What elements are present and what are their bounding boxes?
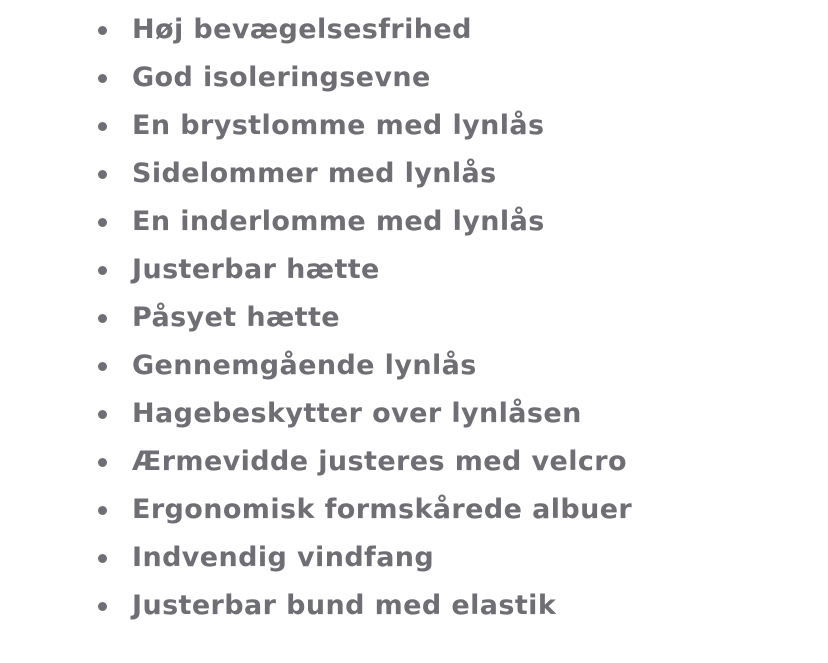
list-item xyxy=(0,250,828,290)
list-item xyxy=(0,538,828,578)
list-item xyxy=(0,58,828,98)
feature-label: Ergonomisk formskårede albuer xyxy=(132,494,633,525)
feature-label: Påsyet hætte xyxy=(132,302,341,333)
list-item xyxy=(0,442,828,482)
bullet-icon xyxy=(98,122,107,131)
feature-label: Gennemgående lynlås xyxy=(132,350,477,381)
list-item xyxy=(0,154,828,194)
bullet-icon xyxy=(98,74,107,83)
feature-label: Justerbar bund med elastik xyxy=(132,590,557,621)
bullet-icon xyxy=(98,218,107,227)
list-item xyxy=(0,106,828,146)
feature-label: Justerbar hætte xyxy=(132,254,380,285)
feature-label: Indvendig vindfang xyxy=(132,542,435,573)
bullet-icon xyxy=(98,362,107,371)
list-item xyxy=(0,298,828,338)
bullet-icon xyxy=(98,26,107,35)
bullet-icon xyxy=(98,410,107,419)
bullet-icon xyxy=(98,314,107,323)
feature-label: En inderlomme med lynlås xyxy=(132,206,545,237)
bullet-icon xyxy=(98,506,107,515)
feature-label: En brystlomme med lynlås xyxy=(132,110,545,141)
feature-label: Høj bevægelsesfrihed xyxy=(132,14,472,45)
feature-label: Hagebeskytter over lynlåsen xyxy=(132,398,582,429)
bullet-icon xyxy=(98,266,107,275)
feature-label: Sidelommer med lynlås xyxy=(132,158,497,189)
bullet-icon xyxy=(98,458,107,467)
bullet-icon xyxy=(98,602,107,611)
list-item xyxy=(0,346,828,386)
bullet-icon xyxy=(98,554,107,563)
feature-label: God isoleringsevne xyxy=(132,62,431,93)
bullet-icon xyxy=(98,170,107,179)
list-item xyxy=(0,202,828,242)
list-item xyxy=(0,586,828,626)
feature-label: Ærmevidde justeres med velcro xyxy=(132,446,627,477)
list-item xyxy=(0,490,828,530)
list-item xyxy=(0,394,828,434)
list-item xyxy=(0,10,828,50)
